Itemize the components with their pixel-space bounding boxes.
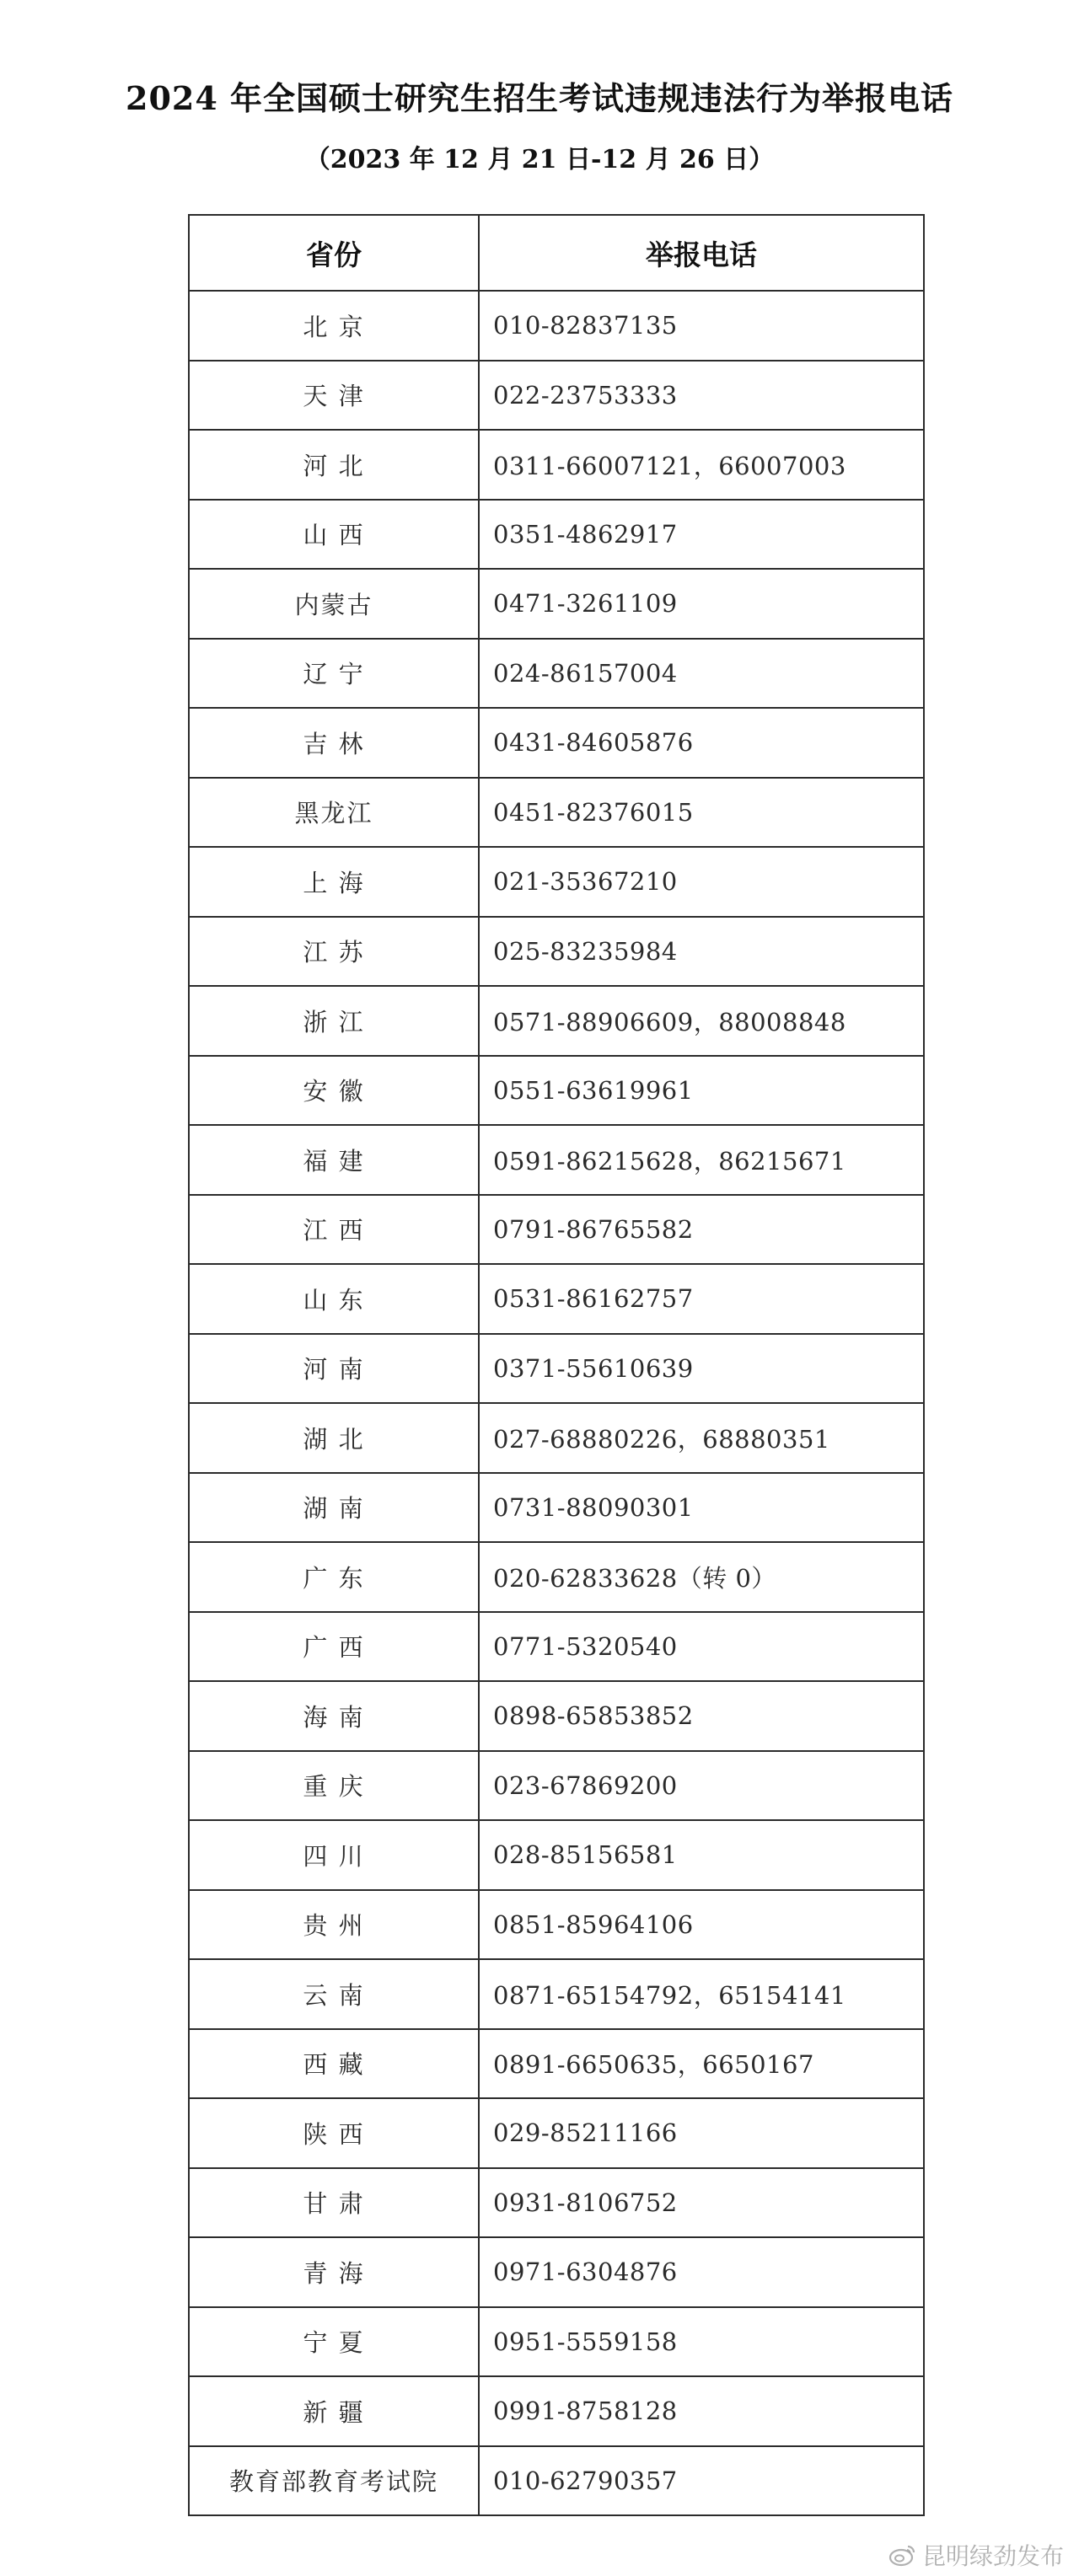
phone-cell: 0731-88090301	[479, 1473, 924, 1543]
province-cell: 四 川	[189, 1820, 479, 1890]
table-header-row	[189, 215, 924, 291]
province-cell: 吉 林	[189, 708, 479, 778]
province-cell: 湖 北	[189, 1403, 479, 1473]
table-row	[189, 2446, 924, 2516]
phone-cell: 0851-85964106	[479, 1890, 924, 1960]
table-row	[189, 291, 924, 361]
table-row	[189, 1473, 924, 1543]
phone-cell: 0791-86765582	[479, 1195, 924, 1265]
phone-cell: 010-62790357	[479, 2446, 924, 2516]
table-body	[189, 291, 924, 2515]
phone-cell: 0311-66007121，66007003	[479, 430, 924, 500]
province-cell: 上 海	[189, 847, 479, 917]
phone-cell: 0931-8106752	[479, 2168, 924, 2238]
table-row	[189, 1751, 924, 1821]
province-cell: 青 海	[189, 2237, 479, 2307]
table-row	[189, 1195, 924, 1265]
table-row	[189, 1264, 924, 1334]
table-row	[189, 1890, 924, 1960]
phone-cell: 0451-82376015	[479, 778, 924, 848]
province-cell: 甘 肃	[189, 2168, 479, 2238]
province-cell: 宁 夏	[189, 2307, 479, 2377]
table-row	[189, 708, 924, 778]
province-cell: 北 京	[189, 291, 479, 361]
hotline-table	[188, 214, 925, 2516]
phone-cell: 023-67869200	[479, 1751, 924, 1821]
phone-cell: 0471-3261109	[479, 569, 924, 639]
phone-cell: 024-86157004	[479, 639, 924, 709]
phone-cell: 0431-84605876	[479, 708, 924, 778]
province-cell: 福 建	[189, 1125, 479, 1195]
header-phone: 举报电话	[479, 215, 924, 291]
phone-cell: 028-85156581	[479, 1820, 924, 1890]
phone-cell: 0991-8758128	[479, 2376, 924, 2446]
table-row	[189, 639, 924, 709]
province-cell: 江 西	[189, 1195, 479, 1265]
province-cell: 黑龙江	[189, 778, 479, 848]
table-row	[189, 847, 924, 917]
province-cell: 广 东	[189, 1542, 479, 1612]
table-row	[189, 361, 924, 431]
header-province: 省份	[189, 215, 479, 291]
table-row	[189, 1056, 924, 1126]
table-row	[189, 1820, 924, 1890]
province-cell: 河 南	[189, 1334, 479, 1404]
phone-cell: 020-62833628（转 0）	[479, 1542, 924, 1612]
province-cell: 辽 宁	[189, 639, 479, 709]
phone-cell: 025-83235984	[479, 917, 924, 987]
watermark	[888, 2538, 1064, 2572]
phone-cell: 010-82837135	[479, 291, 924, 361]
phone-cell: 0591-86215628，86215671	[479, 1125, 924, 1195]
province-cell: 山 东	[189, 1264, 479, 1334]
table-row	[189, 2168, 924, 2238]
province-cell: 教育部教育考试院	[189, 2446, 479, 2516]
weibo-icon	[888, 2543, 917, 2567]
table-row	[189, 1125, 924, 1195]
phone-cell: 0971-6304876	[479, 2237, 924, 2307]
province-cell: 广 西	[189, 1612, 479, 1682]
phone-cell: 0871-65154792，65154141	[479, 1959, 924, 2029]
phone-cell: 022-23753333	[479, 361, 924, 431]
table-row	[189, 2029, 924, 2099]
table-row	[189, 1403, 924, 1473]
province-cell: 山 西	[189, 500, 479, 570]
table-row	[189, 2376, 924, 2446]
province-cell: 河 北	[189, 430, 479, 500]
phone-cell: 027-68880226，68880351	[479, 1403, 924, 1473]
table-row	[189, 2098, 924, 2168]
phone-cell: 0898-65853852	[479, 1681, 924, 1751]
phone-cell: 0771-5320540	[479, 1612, 924, 1682]
province-cell: 内蒙古	[189, 569, 479, 639]
province-cell: 天 津	[189, 361, 479, 431]
table-row	[189, 430, 924, 500]
province-cell: 浙 江	[189, 986, 479, 1056]
phone-cell: 0571-88906609，88008848	[479, 986, 924, 1056]
province-cell: 江 苏	[189, 917, 479, 987]
province-cell: 贵 州	[189, 1890, 479, 1960]
table-row	[189, 1959, 924, 2029]
phone-cell: 0351-4862917	[479, 500, 924, 570]
table-row	[189, 1542, 924, 1612]
phone-cell: 0371-55610639	[479, 1334, 924, 1404]
table-row	[189, 778, 924, 848]
province-cell: 陕 西	[189, 2098, 479, 2168]
table-row	[189, 2307, 924, 2377]
province-cell: 新 疆	[189, 2376, 479, 2446]
phone-cell: 0951-5559158	[479, 2307, 924, 2377]
phone-cell: 029-85211166	[479, 2098, 924, 2168]
document-title: 2024 年全国硕士研究生招生考试违规违法行为举报电话	[126, 79, 953, 117]
phone-cell: 0531-86162757	[479, 1264, 924, 1334]
province-cell: 安 徽	[189, 1056, 479, 1126]
table-row	[189, 986, 924, 1056]
watermark-text: 昆明绿劲发布	[921, 2542, 1064, 2570]
table-row	[189, 569, 924, 639]
province-cell: 湖 南	[189, 1473, 479, 1543]
province-cell: 海 南	[189, 1681, 479, 1751]
table-row	[189, 1681, 924, 1751]
document-subtitle: （2023 年 12 月 21 日-12 月 26 日）	[304, 145, 775, 174]
table-row	[189, 1612, 924, 1682]
province-cell: 重 庆	[189, 1751, 479, 1821]
province-cell: 西 藏	[189, 2029, 479, 2099]
phone-cell: 0551-63619961	[479, 1056, 924, 1126]
phone-cell: 0891-6650635，6650167	[479, 2029, 924, 2099]
phone-cell: 021-35367210	[479, 847, 924, 917]
table-row	[189, 917, 924, 987]
table-row	[189, 1334, 924, 1404]
table-row	[189, 2237, 924, 2307]
table-row	[189, 500, 924, 570]
province-cell: 云 南	[189, 1959, 479, 2029]
